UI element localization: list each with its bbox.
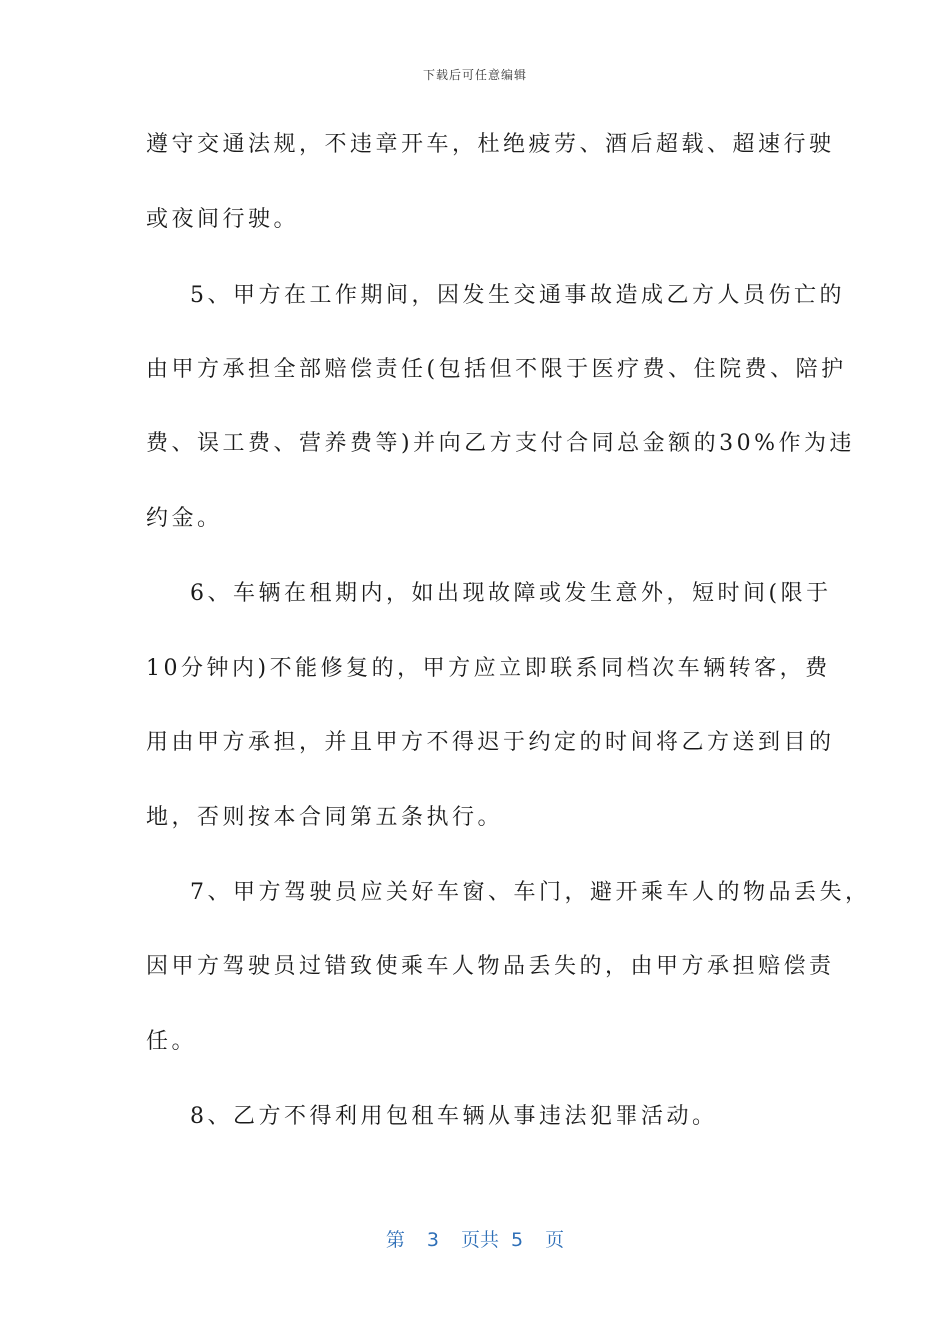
paragraph-line: 用由甲方承担，并且甲方不得迟于约定的时间将乙方送到目的 xyxy=(146,730,835,755)
paragraph-line: 6、车辆在租期内，如出现故障或发生意外，短时间(限于 xyxy=(190,581,832,606)
paragraph-line: 任。 xyxy=(146,1029,198,1054)
paragraph-line: 8、乙方不得利用包租车辆从事违法犯罪活动。 xyxy=(190,1104,718,1129)
paragraph-line: 5、甲方在工作期间，因发生交通事故造成乙方人员伤亡的 xyxy=(190,283,845,308)
paragraph-line: 由甲方承担全部赔偿责任(包括但不限于医疗费、住院费、陪护 xyxy=(146,357,847,382)
paragraph-line: 约金。 xyxy=(146,506,223,531)
paragraph-line: 费、误工费、营养费等)并向乙方支付合同总金额的30%作为违 xyxy=(146,431,855,456)
paragraph-line: 10分钟内)不能修复的，甲方应立即联系同档次车辆转客，费 xyxy=(146,656,831,681)
footer-total-pages: 5 xyxy=(511,1229,524,1251)
paragraph-line: 遵守交通法规，不违章开车，杜绝疲劳、酒后超载、超速行驶 xyxy=(146,132,835,157)
page-number-footer xyxy=(0,1225,950,1252)
paragraph-line: 或夜间行驶。 xyxy=(146,207,300,232)
paragraph-line: 7、甲方驾驶员应关好车窗、车门，避开乘车人的物品丢失， xyxy=(190,880,871,905)
footer-label-of-total: 页共 xyxy=(460,1229,499,1251)
footer-label-page-end: 页 xyxy=(545,1229,565,1251)
page-header-note: 下载后可任意编辑 xyxy=(422,68,527,82)
paragraph-line: 因甲方驾驶员过错致使乘车人物品丢失的，由甲方承担赔偿责 xyxy=(146,954,835,979)
footer-current-page: 3 xyxy=(426,1229,439,1251)
footer-label-page: 第 xyxy=(385,1229,405,1251)
paragraph-line: 地，否则按本合同第五条执行。 xyxy=(146,805,504,830)
